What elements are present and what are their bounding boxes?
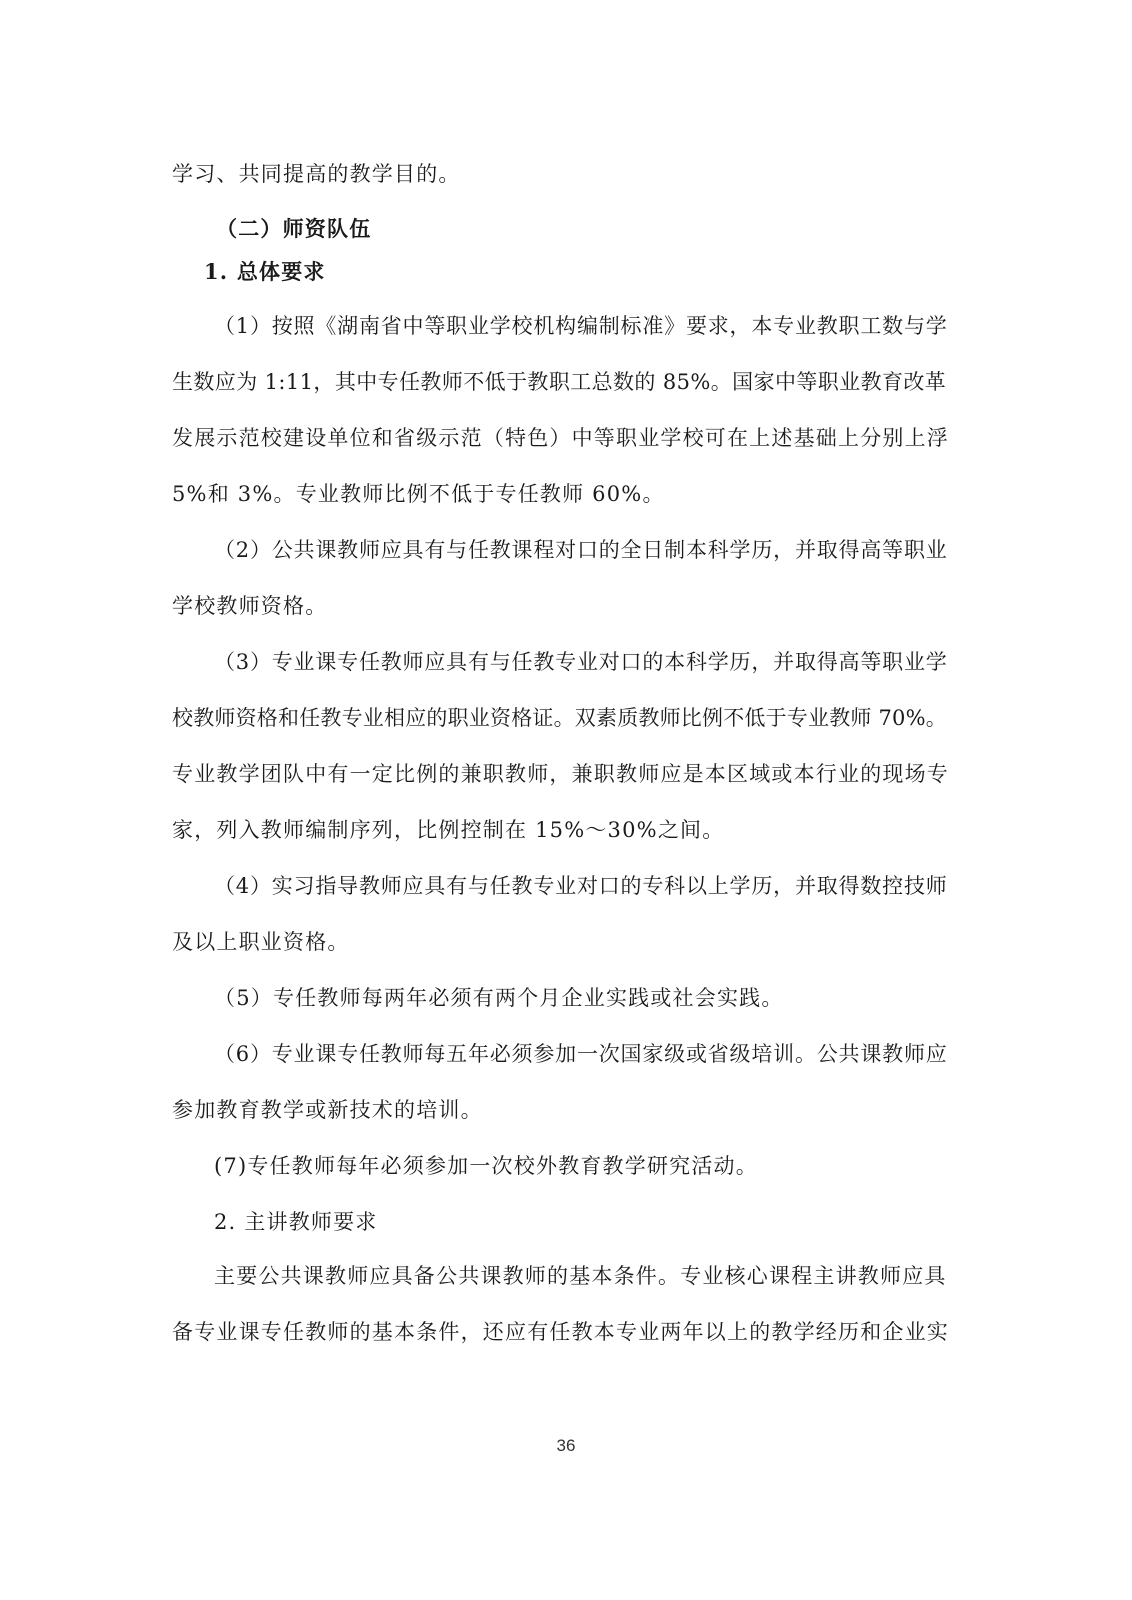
paragraph-line: 5%和 3%。专业教师比例不低于专任教师 60%。 — [172, 482, 665, 506]
paragraph-line: 专业教学团队中有一定比例的兼职教师，兼职教师应是本区域或本行业的现场专 — [172, 762, 949, 786]
paragraph-line: 校教师资格和任教专业相应的职业资格证。双素质教师比例不低于专业教师 70%。 — [172, 706, 947, 730]
paragraph-line: 参加教育教学或新技术的培训。 — [172, 1098, 483, 1122]
paragraph-line: 学习、共同提高的教学目的。 — [172, 162, 461, 186]
paragraph-line: 家，列入教师编制序列，比例控制在 15%～30%之间。 — [172, 818, 725, 842]
paragraph-line: 学校教师资格。 — [172, 594, 328, 618]
paragraph-line: 发展示范校建设单位和省级示范（特色）中等职业学校可在上述基础上分别上浮 — [172, 426, 949, 450]
paragraph-line: （3）专业课专任教师应具有与任教专业对口的本科学历，并取得高等职业学 — [214, 650, 948, 674]
paragraph-line: 生数应为 1:11，其中专任教师不低于教职工总数的 85%。国家中等职业教育改革 — [172, 370, 947, 394]
paragraph-line: （1）按照《湖南省中等职业学校机构编制标准》要求，本专业教职工数与学 — [214, 314, 948, 338]
paragraph-line: 主要公共课教师应具备公共课教师的基本条件。专业核心课程主讲教师应具 — [214, 1264, 947, 1288]
paragraph-line: （6）专业课专任教师每五年必须参加一次国家级或省级培训。公共课教师应 — [214, 1042, 948, 1066]
section-heading-faculty: （二）师资队伍 — [216, 216, 372, 241]
paragraph-line: 备专业课专任教师的基本条件，还应有任教本专业两年以上的教学经历和企业实 — [172, 1320, 949, 1344]
paragraph-line: （4）实习指导教师应具有与任教专业对口的专科以上学历，并取得数控技师 — [214, 874, 948, 898]
paragraph-line: (7)专任教师每年必须参加一次校外教育教学研究活动。 — [214, 1154, 758, 1178]
subsection-heading-general-requirements: 1. 总体要求 — [204, 259, 326, 284]
paragraph-line: （2）公共课教师应具有与任教课程对口的全日制本科学历，并取得高等职业 — [214, 538, 948, 562]
paragraph-line: 及以上职业资格。 — [172, 930, 350, 954]
subsection-heading-lecturer-requirements: 2. 主讲教师要求 — [214, 1210, 378, 1234]
page-number: 36 — [556, 1436, 576, 1455]
paragraph-line: （5）专任教师每两年必须有两个月企业实践或社会实践。 — [214, 986, 784, 1010]
